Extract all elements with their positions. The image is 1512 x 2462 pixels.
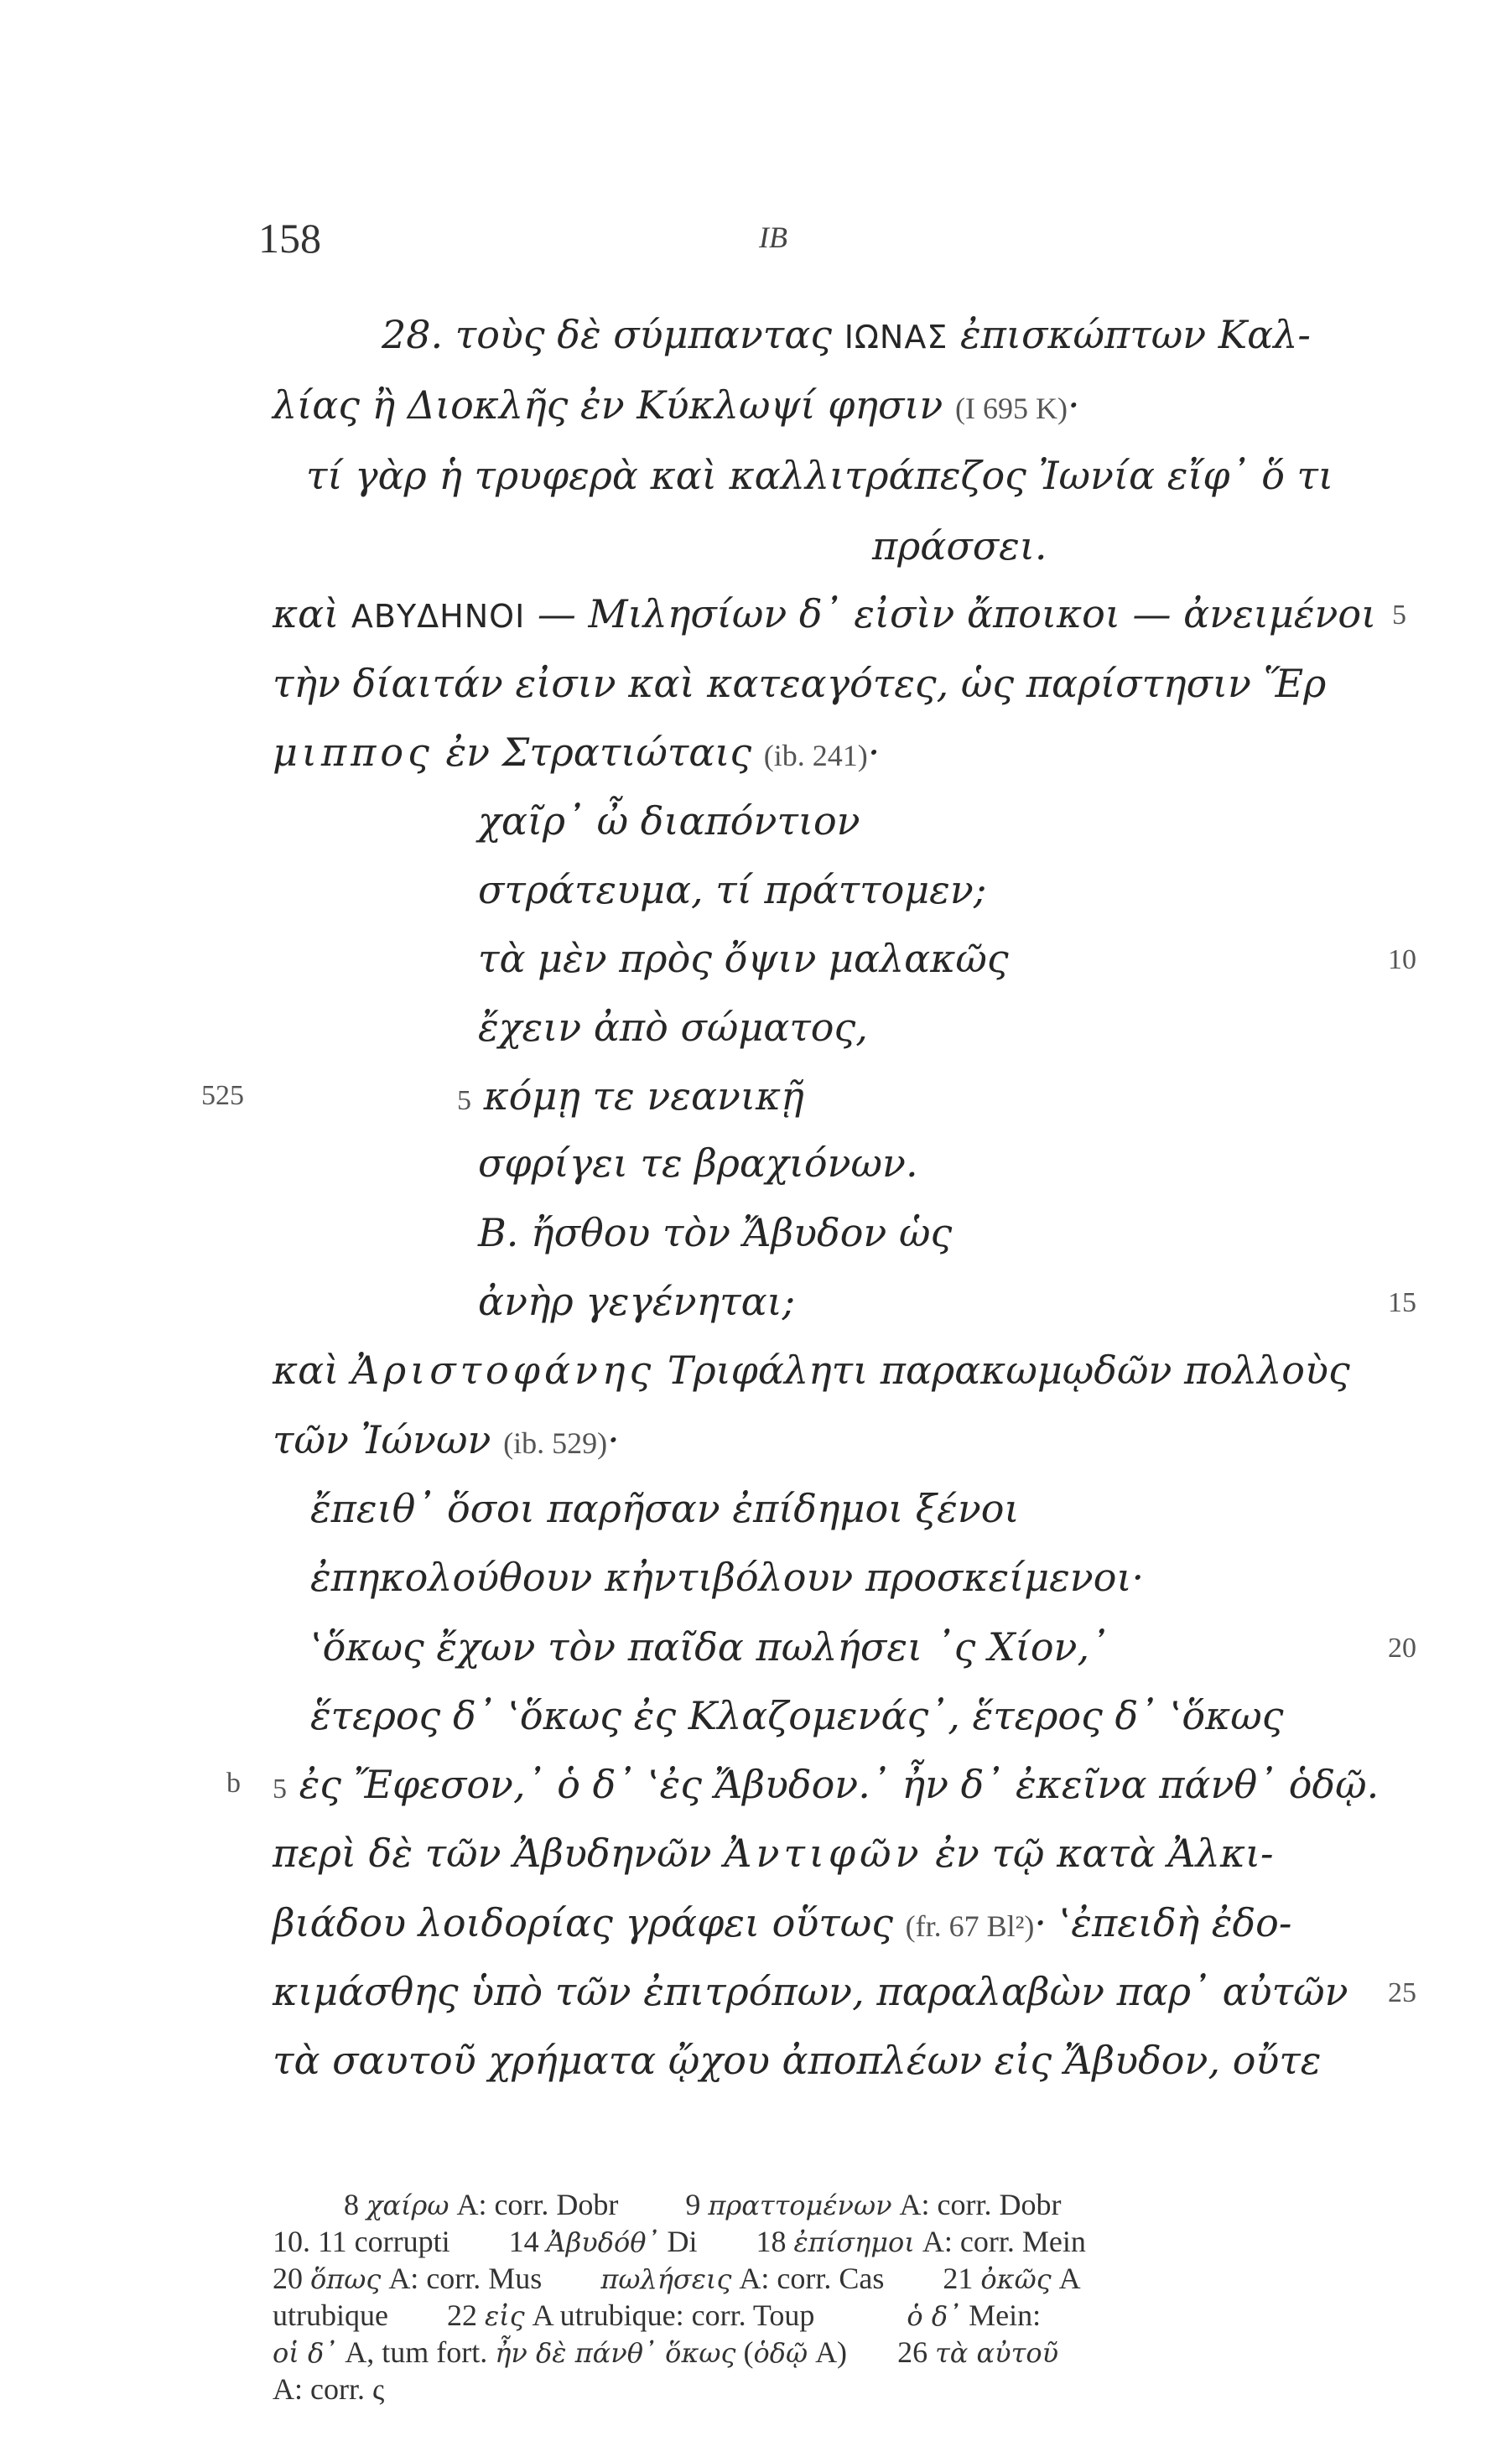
footnote-line: 20 ὅπως A: corr. Mus πωλήσεις A: corr. Cas 21 ὀκῶς A xyxy=(273,2262,1081,2295)
verse-line: ἔχειν ἀπὸ σώματος, xyxy=(478,1005,868,1050)
footnote-line: 10. 11 corrupti 14 Ἀβυδόθ᾽ Di 18 ἐπίσημοι A: corr. Mein xyxy=(273,2225,1086,2258)
text-line: περὶ δὲ τῶν Ἀβυδηνῶν Ἀντιφῶν ἐν τῷ κατὰ Ἀλκι- xyxy=(273,1831,1274,1876)
verse-line: χαῖρ᾽ ὦ διαπόντιον xyxy=(478,798,860,844)
running-head: IB xyxy=(759,221,787,254)
line-number: 25 xyxy=(1388,1977,1416,2008)
stephanus-number: 525 xyxy=(201,1080,244,1111)
footnote-line: A: corr. ς xyxy=(273,2372,385,2406)
verse-line: ἐπηκολούθουν κἠντιβόλουν προσκείμενοι· xyxy=(310,1555,1145,1600)
text-line: καὶ ΑΒΥΔΗΝΟΙ — Μιλησίων δ᾽ εἰσὶν ἄποικοι — ἀνειμένοι xyxy=(273,591,1377,636)
footnote-line: οἱ δ᾽ A, tum fort. ἦν δὲ πάνθ᾽ ὅκως (ὁδῷ A) 26 τὰ αὐτοῦ xyxy=(273,2335,1059,2369)
verse-line: Β. ἤσθου τὸν Ἄβυδον ὡς xyxy=(478,1210,953,1255)
text-line: καὶ Ἀριστοφάνης Τριφάλητι παρακωμῳδῶν πολλοὺς xyxy=(273,1348,1350,1393)
footnote-line: 8 χαίρω A: corr. Dobr 9 πραττομένων A: corr. Dobr xyxy=(344,2188,1062,2221)
verse-line: 5 κόμῃ τε νεανικῇ xyxy=(457,1073,804,1119)
line-number: 20 xyxy=(1388,1633,1416,1664)
text-line: 28. τοὺς δὲ σύμπαντας ΙΩΝΑΣ ἐπισκώπτων Καλ- xyxy=(382,312,1311,357)
footnote-line: utrubique 22 εἰς A utrubique: corr. Toup ὁ δ᾽ Mein: xyxy=(273,2298,1042,2332)
text-line: τὰ σαυτοῦ χρήματα ᾤχου ἀποπλέων εἰς Ἄβυδον, οὔτε xyxy=(273,2038,1322,2083)
verse-line: ἔπειθ᾽ ὅσοι παρῆσαν ἐπίδημοι ξένοι xyxy=(310,1486,1020,1531)
text-line: τί γὰρ ἡ τρυφερὰ καὶ καλλιτράπεζος Ἰωνία εἴφ᾽ ὅ τι xyxy=(306,453,1334,498)
verse-line: ‛ὅκως ἔχων τὸν παῖδα πωλήσει ᾽ς Χίον,᾽ xyxy=(310,1624,1109,1670)
line-number: 10 xyxy=(1388,944,1416,975)
text-line: πράσσει. xyxy=(872,523,1047,569)
stephanus-letter: b xyxy=(226,1768,241,1799)
text-line: τῶν Ἰώνων (ib. 529)· xyxy=(273,1417,620,1462)
text-line: βιάδου λοιδορίας γράφει οὕτως (fr. 67 Bl²)· ‛ἐπειδὴ ἐδο- xyxy=(273,1900,1292,1945)
text-line: τὴν δίαιτάν εἰσιν καὶ κατεαγότες, ὡς παρίστησιν Ἕρ xyxy=(273,661,1327,706)
text-line: μιππος ἐν Στρατιώταις (ib. 241)· xyxy=(273,730,881,775)
line-number: 15 xyxy=(1388,1287,1416,1318)
page-number: 158 xyxy=(258,215,321,262)
verse-line: στράτευμα, τί πράττομεν; xyxy=(478,867,987,912)
verse-line: ἕτερος δ᾽ ‛ὅκως ἐς Κλαζομενάς᾽, ἕτερος δ᾽ ‛ὅκως xyxy=(310,1693,1284,1738)
verse-line: 5 ἐς Ἔφεσον,᾽ ὁ δ᾽ ‛ἐς Ἄβυδον.᾽ ἦν δ᾽ ἐκεῖνα πάνθ᾽ ὁδῷ. xyxy=(273,1762,1380,1807)
line-number: 5 xyxy=(1392,600,1406,631)
verse-line: τὰ μὲν πρὸς ὄψιν μαλακῶς xyxy=(478,936,1009,981)
text-line: λίας ἢ Διοκλῆς ἐν Κύκλωψί φησιν (Ι 695 Κ)· xyxy=(273,382,1080,428)
verse-line: σφρίγει τε βραχιόνων. xyxy=(478,1140,918,1186)
text-line: κιμάσθης ὑπὸ τῶν ἐπιτρόπων, παραλαβὼν παρ᾽ αὐτῶν xyxy=(273,1969,1348,2014)
verse-line: ἀνὴρ γεγένηται; xyxy=(478,1279,796,1324)
